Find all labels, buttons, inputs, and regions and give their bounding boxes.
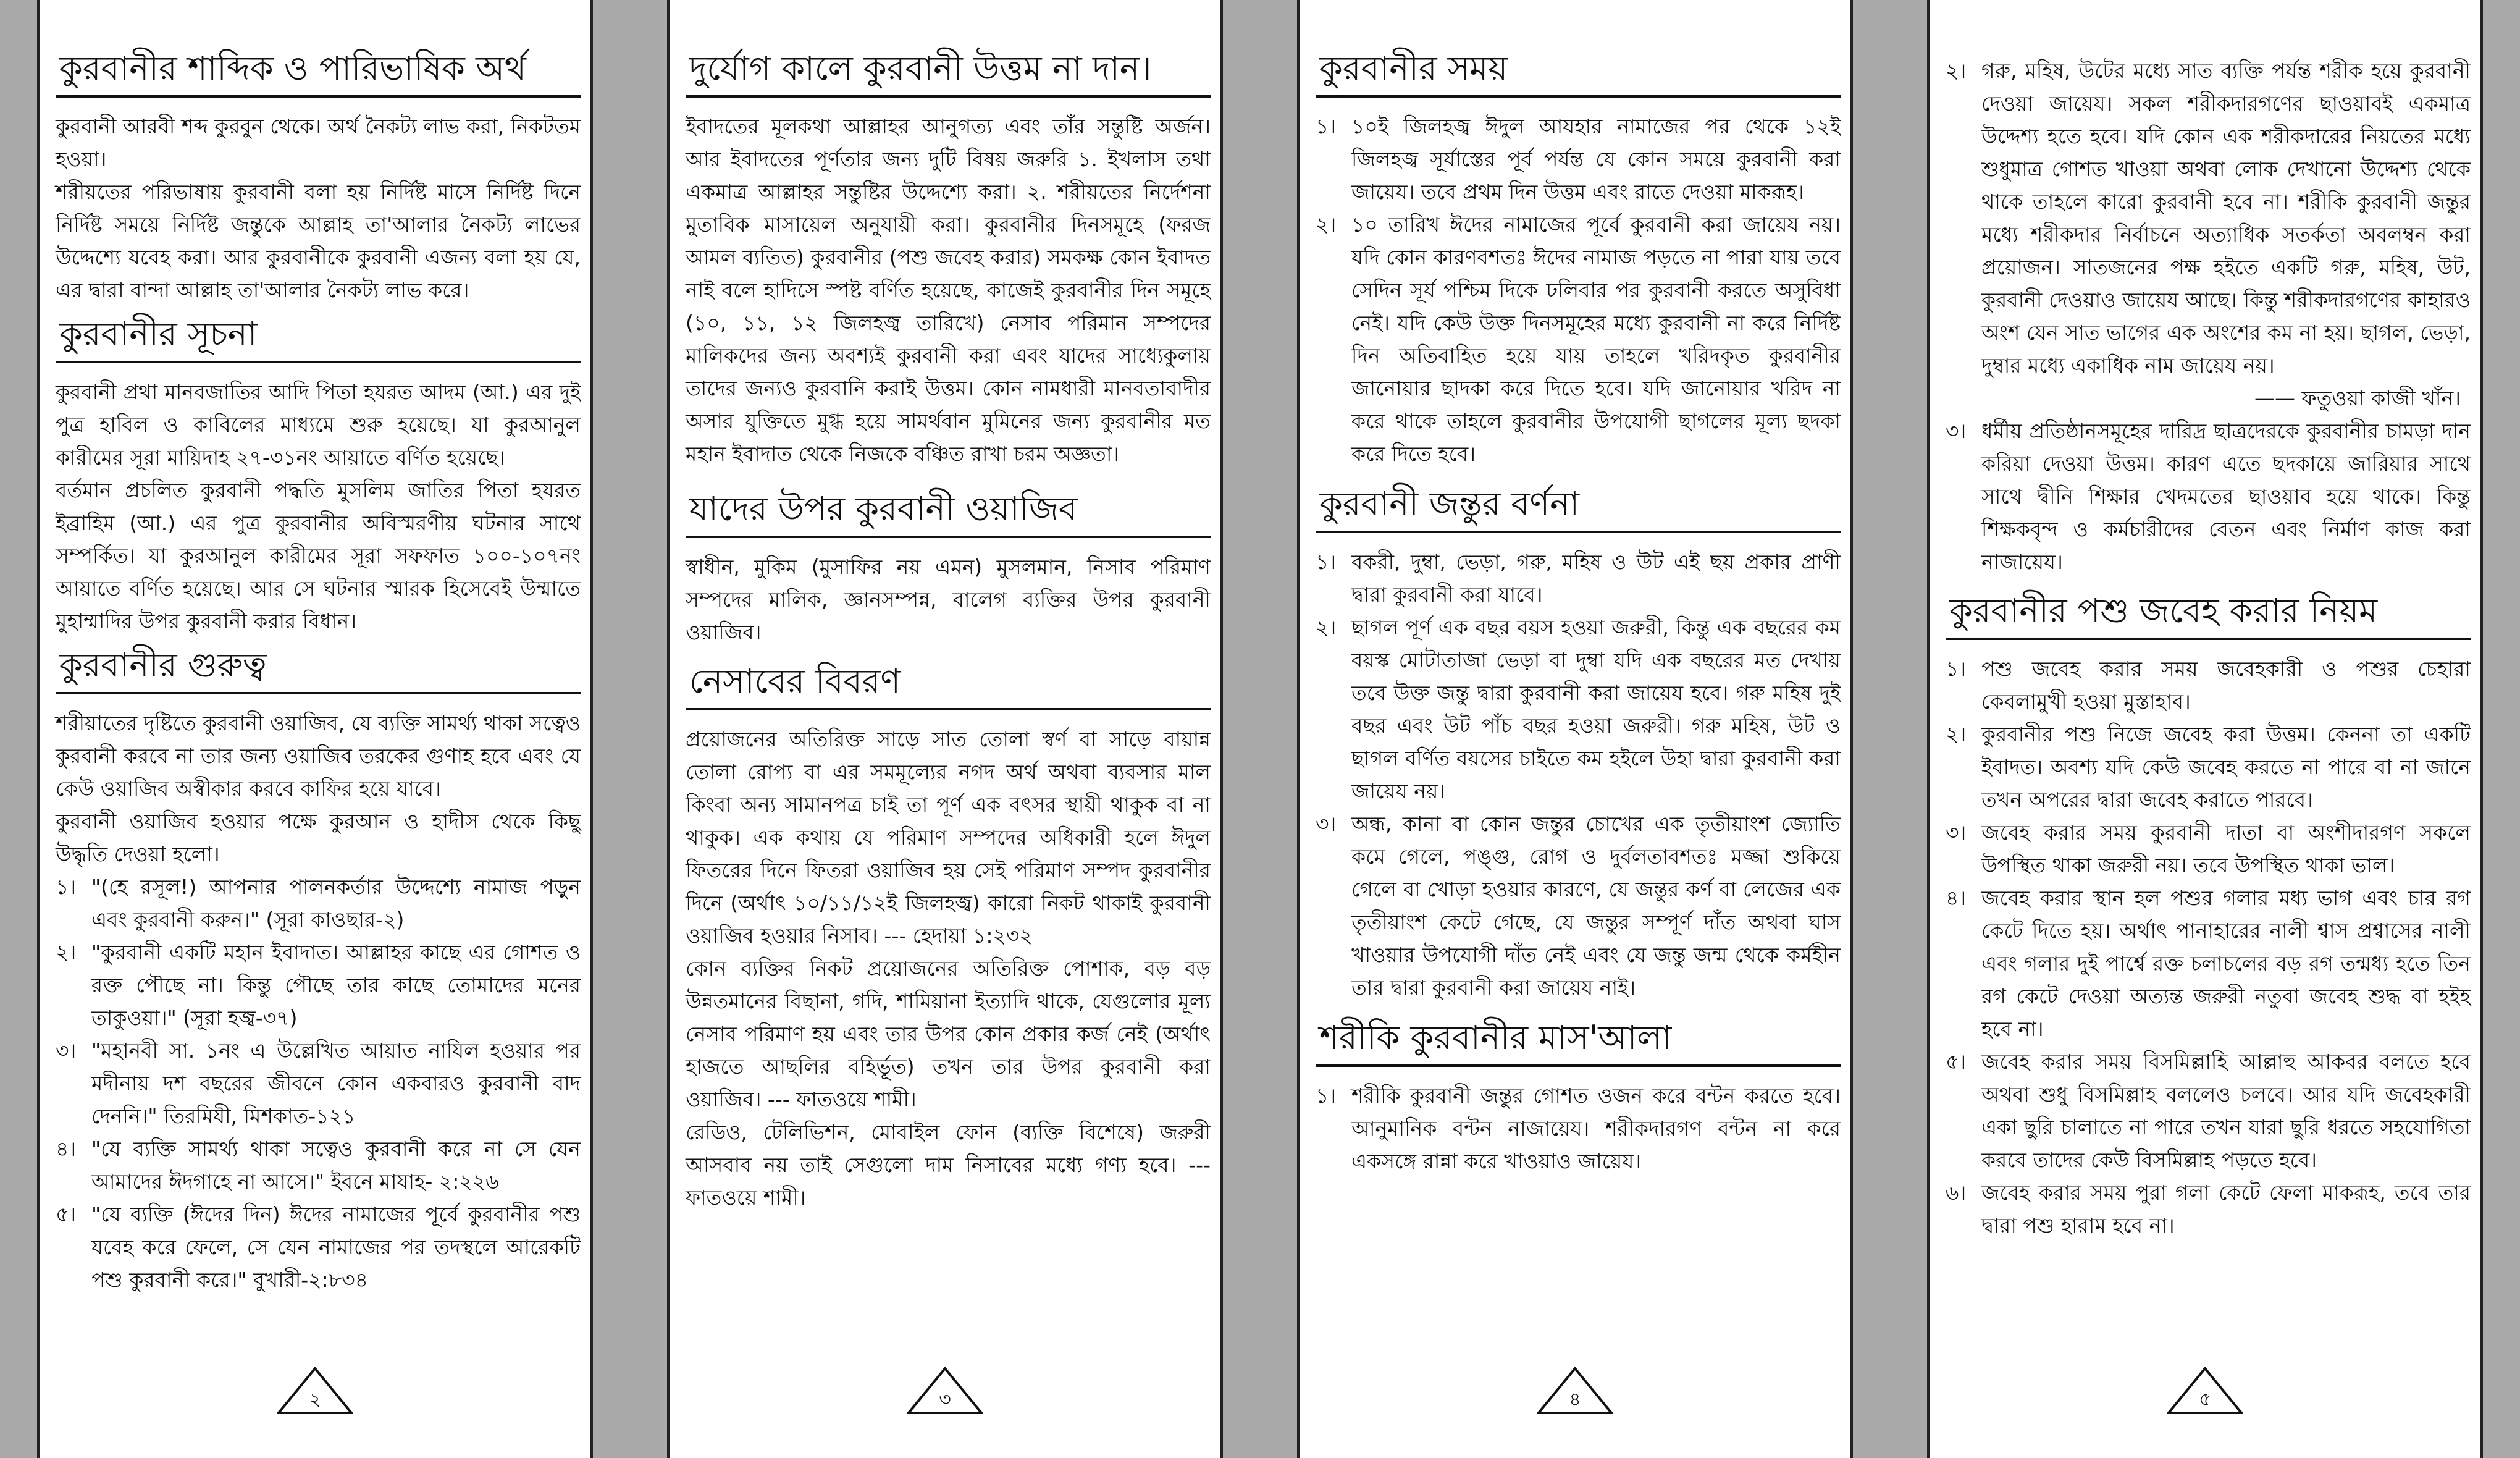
item-text: জবেহ করার সময় পুরা গলা কেটে ফেলা মাকরূহ, তবে তার দ্বারা পশু হারাম হবে না। bbox=[1981, 1181, 2471, 1237]
numbered-list bbox=[1316, 1079, 1841, 1178]
item-number: ২। bbox=[56, 940, 77, 964]
list-item bbox=[1316, 208, 1841, 470]
item-number: ১। bbox=[1316, 1084, 1337, 1108]
item-number: ১। bbox=[1316, 114, 1337, 138]
page-number-label: ৪ bbox=[1569, 1389, 1581, 1410]
numbered-list bbox=[1946, 54, 2471, 382]
item-number: ২। bbox=[1316, 615, 1337, 639]
item-text: "মহানবী সা. ১নং এ উল্লেখিত আয়াত নাযিল হওয়ার পর মদীনায় দশ বছরের জীবনে কোন একবারও কুরবানী বাদ দেননি।" তিরমিযী, মিশকাত-১২১ bbox=[91, 1039, 581, 1128]
item-number: ৫। bbox=[1946, 1050, 1967, 1074]
heading-origin: কুরবানীর সূচনা bbox=[56, 310, 581, 363]
list-item bbox=[56, 1034, 581, 1132]
list-item bbox=[56, 870, 581, 936]
item-text: কুরবানীর পশু নিজে জবেহ করা উত্তম। কেননা তা একটি ইবাদত। অবশ্য যদি কেউ জবেহ করতে না পারে বা না জানে তখন অপরের দ্বারা জবেহ করাতে পারবে। bbox=[1981, 722, 2471, 812]
numbered-list bbox=[1316, 110, 1841, 470]
list-item bbox=[56, 936, 581, 1034]
item-number: ৩। bbox=[1946, 820, 1967, 845]
heading-shared-sacrifice: শরীকি কুরবানীর মাস'আলা bbox=[1316, 1014, 1841, 1067]
item-text: শরীকি কুরবানী জন্তুর গোশত ওজন করে বন্টন করতে হবে। আনুমানিক বন্টন নাজায়েয। শরীকদারগণ বন্টন না করে একসঙ্গে রান্না করে খাওয়াও জায়েয। bbox=[1351, 1084, 1841, 1173]
item-text: ১০ই জিলহজ্ব ঈদুল আযহার নামাজের পর থেকে ১২ই জিলহজ্ব সূর্যাস্তের পূর্ব পর্যন্ত যে কোন সময়ে কুরবানী করা জায়েয। তবে প্রথম দিন উত্তম এবং রাতে দেওয়া মাকরূহ। bbox=[1351, 114, 1841, 204]
numbered-list bbox=[1946, 652, 2471, 1242]
list-item bbox=[1946, 1176, 2471, 1242]
list-item bbox=[56, 1132, 581, 1198]
list-item bbox=[1316, 110, 1841, 208]
paragraph: প্রয়োজনের অতিরিক্ত সাড়ে সাত তোলা স্বর্ণ বা সাড়ে বায়ান্ন তোলা রোপ্য বা এর সমমূল্যের নগদ অর্থ অথবা ব্যবসার মাল কিংবা অন্য সামানপত্র চাই তা পূর্ণ এক বৎসর স্থায়ী থাকুক বা না থাকুক। এক কথায় যে পরিমাণ সম্পদের অধিকারী হলে ঈদুল ফিতরের দিনে ফিতরা ওয়াজিব হয় সেই পরিমাণ সম্পদ কুরবানীর দিনে (অর্থাৎ ১০/১১/১২ই জিলহজ্ব) কারো নিকট থাকাই কুরবানী ওয়াজিব হওয়ার নিসাব। --- হেদায়া ১:২৩২ bbox=[686, 727, 1211, 948]
item-number: ১। bbox=[1946, 657, 1967, 681]
item-number: ৫। bbox=[56, 1202, 77, 1226]
item-number: ৩। bbox=[56, 1039, 77, 1063]
item-text: ছাগল পূর্ণ এক বছর বয়স হওয়া জরুরী, কিন্তু এক বছরের কম বয়স্ক মোটাতাজা ভেড়া বা দুম্বা যদি এক বছরের মত দেখায় তবে উক্ত জন্তু দ্বারা কুরবানী করা জায়েয হবে। গরু মহিষ দুই বছর এবং উট পাঁচ বছর হওয়া জরুরী। গরু মহিষ, উট ও ছাগল বর্ণিত বয়সের চাইতে কম হইলে উহা দ্বারা কুরবানী করা জায়েয নয়। bbox=[1351, 615, 1841, 803]
list-item bbox=[1946, 54, 2471, 382]
item-text: পশু জবেহ করার সময় জবেহকারী ও পশুর চেহারা কেবলামুখী হওয়া মুস্তাহাব। bbox=[1981, 657, 2471, 714]
numbered-list bbox=[56, 870, 581, 1296]
list-item bbox=[1946, 652, 2471, 718]
item-number: ৪। bbox=[1946, 886, 1967, 910]
item-number: ২। bbox=[1316, 213, 1337, 237]
list-item bbox=[1316, 807, 1841, 1004]
item-text: "যে ব্যক্তি (ঈদের দিন) ঈদের নামাজের পূর্বে কুরবানীর পশু যবেহ করে ফেলে, সে যেন নামাজের পর তদস্থলে আরেকটি পশু কুরবানী করে।" বুখারী-২:৮৩৪ bbox=[91, 1202, 581, 1292]
item-text: জবেহ করার সময় কুরবানী দাতা বা অংশীদারগণ সকলে উপস্থিত থাকা জরুরী নয়। তবে উপস্থিত থাকা ভাল। bbox=[1981, 820, 2471, 877]
list-item bbox=[1946, 816, 2471, 882]
paragraph: বর্তমান প্রচলিত কুরবানী পদ্ধতি মুসলিম জাতির পিতা হযরত ইব্রাহিম (আ.) এর পুত্র কুরবানীর অবিস্মরণীয় ঘটনার সাথে সম্পর্কিত। যা কুরআনুল কারীমের সূরা সফফাত ১০০-১০৭নং আয়াতে বর্ণিত হয়েছে। আর সে ঘটনার স্মারক হিসেবেই উম্মাতে মুহাম্মাদির উপর কুরবানী করার বিধান। bbox=[56, 478, 581, 633]
item-number: ৬। bbox=[1946, 1181, 1967, 1205]
list-item bbox=[1946, 415, 2471, 578]
page-number-label: ২ bbox=[309, 1389, 321, 1410]
item-number: ২। bbox=[1946, 722, 1967, 746]
paragraph: স্বাধীন, মুকিম (মুসাফির নয় এমন) মুসলমান, নিসাব পরিমাণ সম্পদের মালিক, জ্ঞানসম্পন্ন, বালেগ ব্যক্তির উপর কুরবানী ওয়াজিব। bbox=[686, 555, 1211, 644]
heading-importance: কুরবানীর গুরুত্ব bbox=[56, 641, 581, 694]
heading-meaning: কুরবানীর শাব্দিক ও পারিভাষিক অর্থ bbox=[56, 44, 581, 98]
paragraph: কুরবানী প্রথা মানবজাতির আদি পিতা হযরত আদম (আ.) এর দুই পুত্র হাবিল ও কাবিলের মাধ্যমে শুরু হয়েছে। যা কুরআনুল কারীমের সূরা মায়িদাহ ২৭-৩১নং আয়াতে বর্ণিত হয়েছে। bbox=[56, 380, 581, 470]
paragraph: কোন ব্যক্তির নিকট প্রয়োজনের অতিরিক্ত পোশাক, বড় বড় উন্নতমানের বিছানা, গদি, শামিয়ানা ইত্যাদি থাকে, যেগুলোর মূল্য নেসাব পরিমাণ হয় এবং তার উপর কোন প্রকার কর্জ নেই (অর্থাৎ হাজতে আছলির বহির্ভূত) তখন তার উপর কুরবানী করা ওয়াজিব। --- ফাতওয়ে শামী। bbox=[686, 956, 1211, 1111]
heading-nisab: নেসাবের বিবরণ bbox=[686, 657, 1211, 710]
citation: —— ফতুওয়া কাজী খাঁন। bbox=[2254, 386, 2461, 410]
heading-animals: কুরবানী জন্তুর বর্ণনা bbox=[1316, 480, 1841, 533]
item-text: ধর্মীয় প্রতিষ্ঠানসমূহের দারিদ্র ছাত্রদেরকে কুরবানীর চামড়া দান করিয়া দেওয়া উত্তম। কারণ এতে ছদকায়ে জারিয়ার সাথে সাথে দ্বীনি শিক্ষার খেদমতের ছাওয়াব হয়ে থাকে। কিন্তু শিক্ষকবৃন্দ ও কর্মচারীদের বেতন এবং নির্মাণ কাজ করা নাজায়েয। bbox=[1981, 419, 2471, 574]
item-text: ১০ তারিখ ঈদের নামাজের পূর্বে কুরবানী করা জায়েয নয়। যদি কোন কারণবশতঃ ঈদের নামাজ পড়তে না পারা যায় তবে সেদিন সূর্য পশ্চিম দিকে ঢলিবার পর কুরবানী করতে অসুবিধা নেই। যদি কেউ উক্ত দিনসমূহের মধ্যে কুরবানী না করে নির্দিষ্ট দিন অতিবাহিত হয়ে যায় তাহলে খরিদকৃত কুরবানীর জানোয়ার ছাদকা করে দিতে হবে। যদি জানোয়ার খরিদ না করে থাকে তাহলে কুরবানীর উপযোগী ছাগলের মূল্য ছদকা করে দিতে হবে। bbox=[1351, 213, 1841, 466]
page-number bbox=[907, 1367, 983, 1415]
item-number: ১। bbox=[1316, 550, 1337, 574]
item-text: অন্ধ, কানা বা কোন জন্তুর চোখের এক তৃতীয়াংশ জ্যোতি কমে গেলে, পঙ্গু, রোগ ও দুর্বলতাবশতঃ মজ্জা শুকিয়ে গেলে বা খোড়া হওয়ার কারণে, যে জন্তুর কর্ণ বা লেজের এক তৃতীয়াংশ কেটে গেছে, যে জন্তুর সম্পূর্ণ দাঁত অথবা ঘাস খাওয়ার উপযোগী দাঁত নেই এবং যে জন্তু জন্ম থেকে কর্মহীন তার দ্বারা কুরবানী করা জায়েয নাই। bbox=[1351, 812, 1841, 1000]
list-item bbox=[1316, 546, 1841, 611]
item-text: বকরী, দুম্বা, ভেড়া, গরু, মহিষ ও উট এই ছয় প্রকার প্রাণী দ্বারা কুরবানী করা যাবে। bbox=[1351, 550, 1841, 607]
paragraph: শরীয়তের পরিভাষায় কুরবানী বলা হয় নির্দিষ্ট মাসে নির্দিষ্ট দিনে নির্দিষ্ট সময়ে নির্দিষ্ট জন্তুকে আল্লাহ তা'আলার নৈকট্য লাভের উদ্দেশ্যে যবেহ করা। আর কুরবানীকে কুরবানী এজন্য বলা হয় যে, এর দ্বারা বান্দা আল্লাহ তা'আলার নৈকট্য লাভ করে। bbox=[56, 180, 581, 302]
item-number: ১। bbox=[56, 875, 77, 899]
heading-slaughter-rules: কুরবানীর পশু জবেহ করার নিয়ম bbox=[1946, 587, 2471, 640]
item-text: "(হে রসূল!) আপনার পালনকর্তার উদ্দেশ্যে নামাজ পড়ুন এবং কুরবানী করুন।" (সূরা কাওছার-২) bbox=[91, 875, 581, 932]
paragraph: কুরবানী আরবী শব্দ কুরবুন থেকে। অর্থ নৈকট্য লাভ করা, নিকটতম হওয়া। bbox=[56, 114, 581, 171]
list-item bbox=[1946, 718, 2471, 816]
page-5 bbox=[1927, 0, 2483, 1458]
page-number bbox=[1537, 1367, 1613, 1415]
item-number: ৩। bbox=[1946, 419, 1967, 443]
page-3 bbox=[667, 0, 1223, 1458]
list-item bbox=[56, 1198, 581, 1296]
heading-time: কুরবানীর সময় bbox=[1316, 44, 1841, 98]
item-text: জবেহ করার স্থান হল পশুর গলার মধ্য ভাগ এবং চার রগ কেটে দিতে হয়। অর্থাৎ পানাহারের নালী শ্বাস প্রশ্বাসের নালী এবং গলার দুই পার্শ্বে রক্ত চলাচলের বড় রগ তন্মধ্য হতে তিন রগ কেটে দেওয়া অত্যন্ত জরুরী নতুবা জবেহ শুদ্ধ বা হইহ হবে না। bbox=[1981, 886, 2471, 1041]
paragraph: শরীয়াতের দৃষ্টিতে কুরবানী ওয়াজিব, যে ব্যক্তি সামর্থ্য থাকা সত্বেও কুরবানী করবে না তার জন্য ওয়াজিব তরকের গুণাহ হবে এবং যে কেউ ওয়াজিব অস্বীকার করবে কাফির হয়ে যাবে। bbox=[56, 711, 581, 801]
page-4 bbox=[1297, 0, 1853, 1458]
item-text: "যে ব্যক্তি সামর্থ্য থাকা সত্বেও কুরবানী করে না সে যেন আমাদের ঈদগাহে না আসে।" ইবনে মাযাহ- ২:২২৬ bbox=[91, 1137, 581, 1194]
numbered-list bbox=[1946, 415, 2471, 578]
page-2 bbox=[37, 0, 593, 1458]
list-item bbox=[1316, 1079, 1841, 1178]
list-item bbox=[1316, 611, 1841, 807]
list-item bbox=[1946, 1045, 2471, 1176]
page-number bbox=[2167, 1367, 2243, 1415]
paragraph: রেডিও, টেলিভিশন, মোবাইল ফোন (ব্যক্তি বিশেষে) জরুরী আসবাব নয় তাই সেগুলো দাম নিসাবের মধ্যে গণ্য হবে। --- ফাতওয়ে শামী। bbox=[686, 1120, 1211, 1210]
heading-obligation: যাদের উপর কুরবানী ওয়াজিব bbox=[686, 485, 1211, 538]
page-number-label: ৫ bbox=[2199, 1389, 2211, 1410]
list-item bbox=[1946, 882, 2471, 1045]
paragraph: কুরবানী ওয়াজিব হওয়ার পক্ষে কুরআন ও হাদীস থেকে কিছু উদ্ধৃতি দেওয়া হলো। bbox=[56, 809, 581, 866]
item-text: গরু, মহিষ, উটের মধ্যে সাত ব্যক্তি পর্যন্ত শরীক হয়ে কুরবানী দেওয়া জায়েয। সকল শরীকদারগণের ছাওয়াবই একমাত্র উদ্দেশ্য হতে হবে। যদি কোন এক শরীকদারের নিয়তের মধ্যে শুধুমাত্র গোশত খাওয়া অথবা লোক দেখানো উদ্দেশ্য থেকে থাকে তাহলে কারো কুরবানী হবে না। শরীকি কুরবানী জন্তুর মধ্যে শরীকদার নির্বাচনে অত্যাধিক সতর্কতা অবলম্বন করা প্রয়োজন। সাতজনের পক্ষ হইতে একটি গরু, মহিষ, উট, কুরবানী দেওয়াও জায়েয আছে। কিন্তু শরীকদারগণের কাহারও অংশ যেন সাত ভাগের এক অংশের কম না হয়। ছাগল, ভেড়া, দুম্বার মধ্যে একাধিক নাম জায়েয নয়। bbox=[1981, 59, 2471, 377]
item-number: ৩। bbox=[1316, 812, 1337, 836]
paragraph: ইবাদতের মূলকথা আল্লাহর আনুগত্য এবং তাঁর সন্তুষ্টি অর্জন। আর ইবাদতের পূর্ণতার জন্য দুটি বিষয় জরুরি ১. ইখলাস তথা একমাত্র আল্লাহর সন্তুষ্টির উদ্দেশ্যে করা। ২. শরীয়তের নির্দেশনা মুতাবিক মাসায়েল অনুযায়ী করা। কুরবানীর দিনসমূহে (ফরজ আমল ব্যতিত) কুরবানীর (পশু জবেহ করার) সমকক্ষ কোন ইবাদত নাই বলে হাদিসে স্পষ্ট বর্ণিত হয়েছে, কাজেই কুরবানীর দিন সমূহে (১০, ১১, ১২ জিলহজ্ব তারিখে) নেসাব পরিমান সম্পদের মালিকদের জন্য অবশ্যই কুরবানী করা এবং যাদের সাধ্যেকুলায় তাদের জন্যও কুরবানি করাই উত্তম। কোন নামধারী মানবতাবাদীর অসার যুক্তিতে মুগ্ধ হয়ে সামর্থবান মুমিনের জন্য কুরবানীর মত মহান ইবাদাত থেকে নিজকে বঞ্চিত রাখা চরম অজ্ঞতা। bbox=[686, 114, 1211, 466]
item-number: ২। bbox=[1946, 59, 1967, 83]
numbered-list bbox=[1316, 546, 1841, 1004]
heading-disaster: দুর্যোগ কালে কুরবানী উত্তম না দান। bbox=[686, 44, 1211, 98]
item-text: "কুরবানী একটি মহান ইবাদাত। আল্লাহর কাছে এর গোশত ও রক্ত পৌছে না। কিন্তু পৌছে তার কাছে তোমাদের মনের তাকুওয়া।" (সূরা হজ্ব-৩৭) bbox=[91, 940, 581, 1030]
page-number-label: ৩ bbox=[939, 1389, 951, 1410]
item-text: জবেহ করার সময় বিসমিল্লাহি আল্লাহু আকবর বলতে হবে অথবা শুধু বিসমিল্লাহ বললেও চলবে। আর যদি জবেহকারী একা ছুরি চালাতে না পারে তখন যারা ছুরি ধরতে সহযোগিতা করবে তাদের কেউ বিসমিল্লাহ পড়তে হবে। bbox=[1981, 1050, 2471, 1172]
page-number bbox=[277, 1367, 353, 1415]
item-number: ৪। bbox=[56, 1137, 77, 1161]
